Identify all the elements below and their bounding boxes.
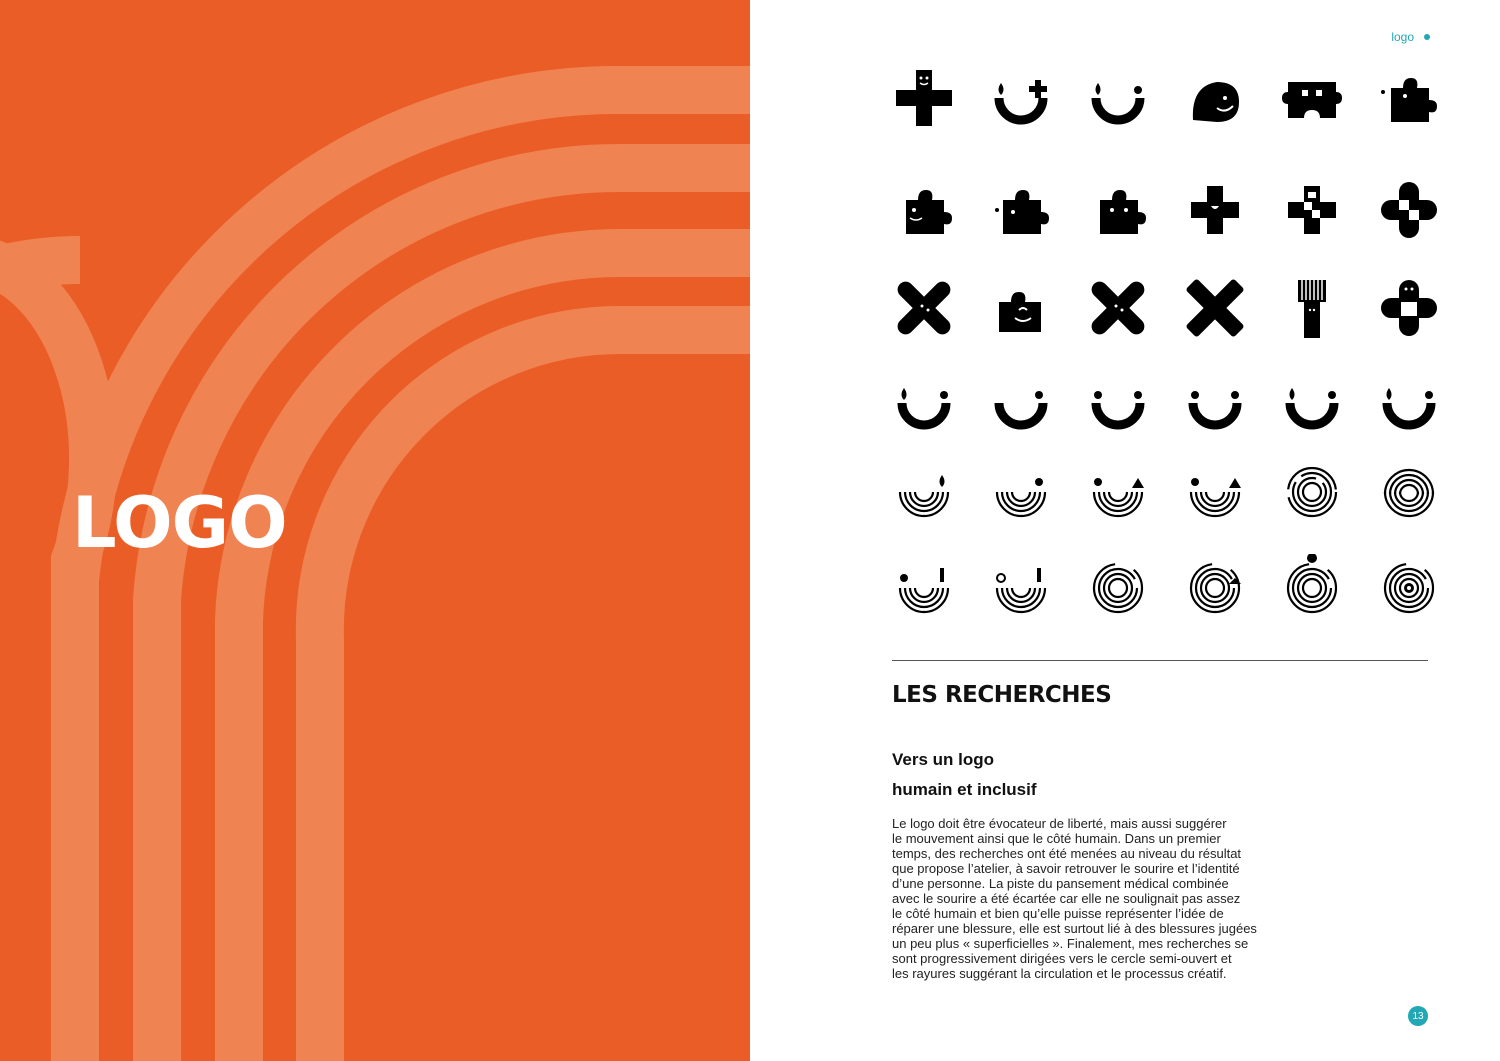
section-dot-icon [1424, 34, 1430, 40]
striped-circle-arrow-icon [1086, 554, 1150, 618]
smile-two-dots-icon [1183, 371, 1247, 435]
subheading-line-2: humain et inclusif [892, 780, 1037, 799]
striped-loop-icon [1280, 458, 1344, 522]
pencil-x-icon [1183, 276, 1247, 340]
puzzle-wink-icon [989, 276, 1053, 340]
puzzle-eye-icon [1377, 66, 1441, 130]
content-panel [750, 0, 1500, 1061]
bandage-face-icon [1377, 276, 1441, 340]
body-line: le mouvement ainsi que le côté humain. Dans un premier [892, 831, 1221, 846]
checker-plus-icon [1280, 178, 1344, 242]
puzzle-piece-icon [892, 178, 956, 242]
body-line: sont progressivement dirigées vers le cercle semi-ouvert et [892, 951, 1232, 966]
body-line: avec le sourire a été écartée car elle ne soulignait pas assez [892, 891, 1241, 906]
striped-smile-dot-pen-icon [892, 554, 956, 618]
plus-smile-icon [1183, 178, 1247, 242]
body-line: un peu plus « superficielles ». Finalement, mes recherches se [892, 936, 1249, 951]
striped-smile-dot-icon [989, 458, 1053, 522]
striped-smile-ring-pen-icon [989, 554, 1053, 618]
plus-face-icon [892, 66, 956, 130]
smile-drop-icon [892, 371, 956, 435]
section-tag [1391, 30, 1430, 44]
divider [892, 660, 1428, 661]
section-label: logo [1391, 30, 1414, 44]
bandage-x-icon [892, 276, 956, 340]
striped-c-pencil-icon [1183, 554, 1247, 618]
body-line: réparer une blessure, elle est surtout lié à des blessures jugées [892, 921, 1257, 936]
striped-swirl-icon [1377, 458, 1441, 522]
smile-drop-dot-icon [1377, 371, 1441, 435]
logo-sketch-grid [892, 66, 1428, 638]
smile-drop-plus-icon [989, 66, 1053, 130]
body-line: d’une personne. La piste du pansement médical combinée [892, 876, 1229, 891]
striped-target-icon [1377, 554, 1441, 618]
section-heading: LES RECHERCHES [892, 682, 1112, 708]
body-line: le côté humain et bien qu’elle puisse représenter l’idée de [892, 906, 1224, 921]
bandage-x-icon [1086, 276, 1150, 340]
smile-drop-icon [1086, 66, 1150, 130]
page-number: 13 [1408, 1006, 1428, 1026]
body-line: temps, des recherches ont été menées au niveau du résultat [892, 846, 1242, 861]
bubble-face-icon [1183, 66, 1247, 130]
body-line: les rayures suggérant la circulation et le processus créatif. [892, 966, 1227, 981]
body-line: que propose l’atelier, à savoir retrouver le sourire et l’identité [892, 861, 1240, 876]
striped-smile-arrow-icon [1183, 458, 1247, 522]
striped-smile-arrow-icon [1086, 458, 1150, 522]
smile-drop-dot-icon [1280, 371, 1344, 435]
body-paragraph [892, 816, 1282, 981]
striped-c-dot-icon [1280, 554, 1344, 618]
puzzle-smile-icon [1086, 178, 1150, 242]
body-line: Le logo doit être évocateur de liberté, mais aussi suggérer [892, 816, 1227, 831]
cover-title: LOGO [72, 482, 287, 564]
smile-dot-icon [989, 371, 1053, 435]
puzzle-face-icon [1280, 66, 1344, 130]
puzzle-piece-dot-icon [989, 178, 1053, 242]
striped-smile-drop-icon [892, 458, 956, 522]
subheading-line-1: Vers un logo [892, 750, 995, 769]
smile-two-dots-icon [1086, 371, 1150, 435]
checker-pill-icon [1377, 178, 1441, 242]
brush-icon [1280, 276, 1344, 340]
